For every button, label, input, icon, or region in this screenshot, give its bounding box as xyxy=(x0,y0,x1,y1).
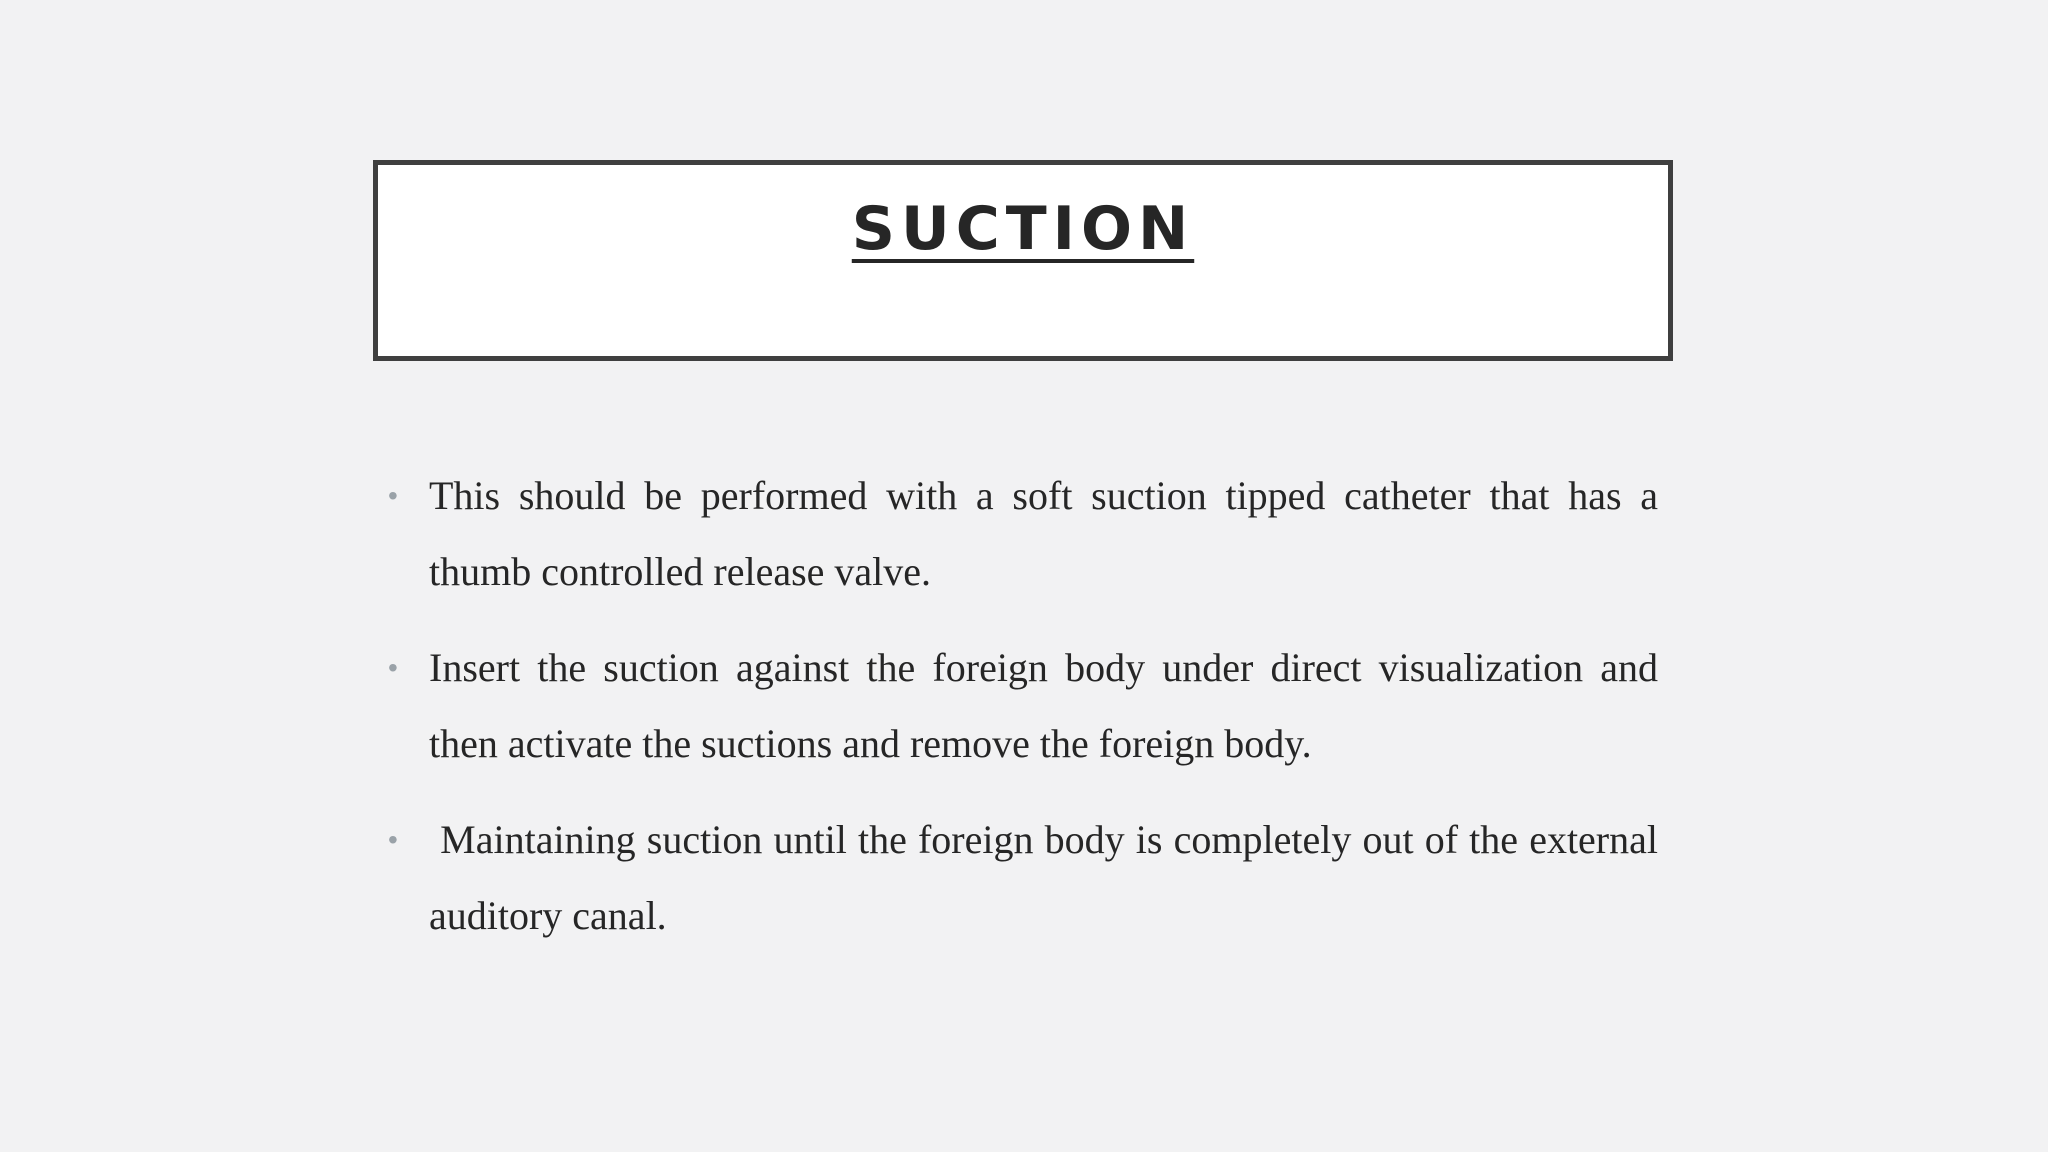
title-box xyxy=(373,160,1673,361)
bullet-text: Insert the suction against the foreign body under direct visualization and then activate the suctions and remove the foreign body. xyxy=(429,645,1658,766)
list-item xyxy=(388,802,1658,954)
list-item xyxy=(388,458,1658,610)
bullet-text: Maintaining suction until the foreign body is completely out of the external auditory canal. xyxy=(429,817,1658,938)
bullet-dot-icon: • xyxy=(388,652,398,683)
bullet-text: This should be performed with a soft suction tipped catheter that has a thumb controlled release valve. xyxy=(429,473,1658,594)
bullet-dot-icon: • xyxy=(388,824,398,855)
slide-title: SUCTION xyxy=(851,194,1195,264)
bullet-dot-icon: • xyxy=(388,480,398,511)
bullet-list xyxy=(388,458,1658,974)
list-item xyxy=(388,630,1658,782)
